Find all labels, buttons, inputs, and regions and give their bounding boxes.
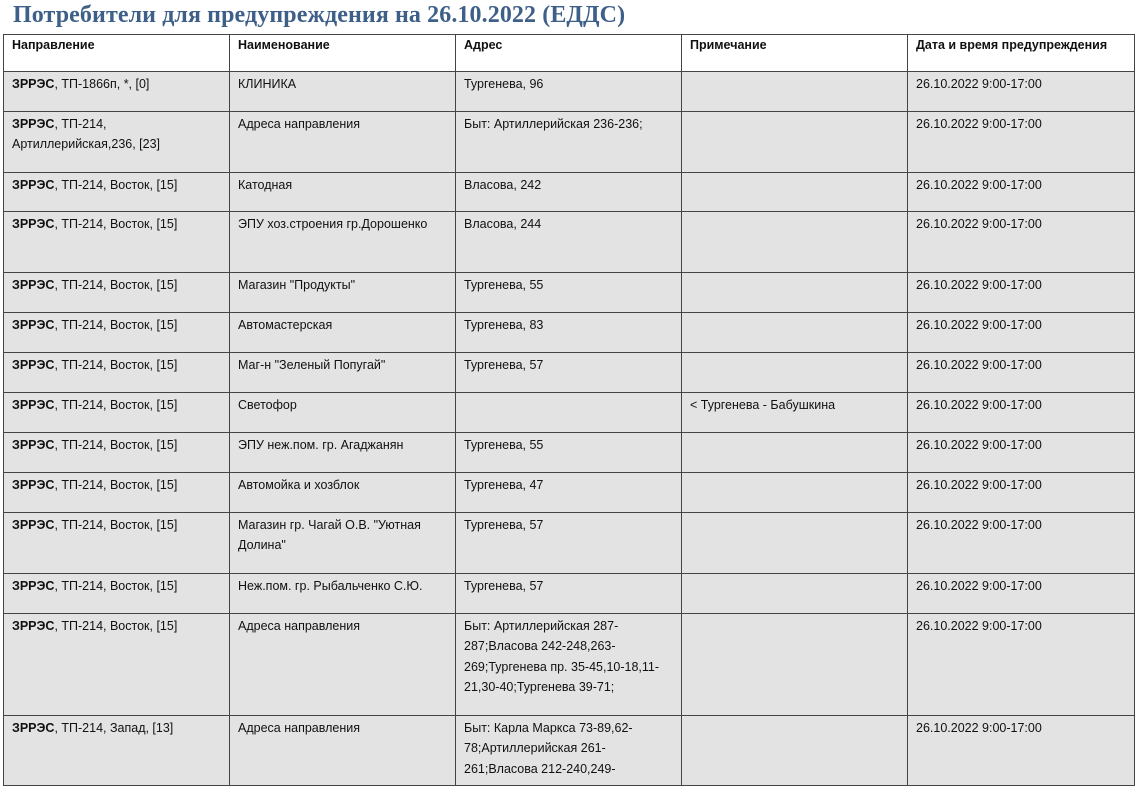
org-code: ЗРРЭС <box>12 318 55 332</box>
cell-datetime: 26.10.2022 9:00-17:00 <box>908 112 1135 173</box>
cell-note <box>682 353 908 393</box>
cell-name: Светофор <box>230 393 456 433</box>
cell-address: Тургенева, 83 <box>456 313 682 353</box>
cell-address: Быт: Артиллерийская 287-287;Власова 242-248,263-269;Тургенева пр. 35-45,10-18,11-21,30-40;Тургенева 39-71; <box>456 614 682 716</box>
cell-name: Маг-н "Зеленый Попугай" <box>230 353 456 393</box>
cell-direction <box>4 273 230 313</box>
cell-datetime: 26.10.2022 9:00-17:00 <box>908 513 1135 574</box>
cell-datetime: 26.10.2022 9:00-17:00 <box>908 393 1135 433</box>
cell-direction <box>4 393 230 433</box>
direction-text: , ТП-214, Восток, [15] <box>54 398 178 412</box>
cell-address: Быт: Артиллерийская 236-236; <box>456 112 682 173</box>
cell-name: ЭПУ хоз.строения гр.Дорошенко <box>230 212 456 273</box>
cell-address: Тургенева, 47 <box>456 473 682 513</box>
cell-note: < Тургенева - Бабушкина <box>682 393 908 433</box>
cell-address: Власова, 242 <box>456 173 682 212</box>
org-code: ЗРРЭС <box>12 278 55 292</box>
org-code: ЗРРЭС <box>12 721 55 735</box>
cell-direction <box>4 513 230 574</box>
table-row <box>4 173 1135 212</box>
cell-note <box>682 173 908 212</box>
cell-name: Автомастерская <box>230 313 456 353</box>
consumers-table <box>3 34 1135 786</box>
direction-text: , ТП-1866п, *, [0] <box>54 77 150 91</box>
table-row <box>4 716 1135 786</box>
cell-note <box>682 433 908 473</box>
table-row <box>4 393 1135 433</box>
cell-name: Магазин "Продукты" <box>230 273 456 313</box>
table-row <box>4 273 1135 313</box>
cell-direction <box>4 313 230 353</box>
cell-address: Быт: Карла Маркса 73-89,62-78;Артиллерийская 261-261;Власова 212-240,249- <box>456 716 682 786</box>
column-header-direction: Направление <box>4 35 230 72</box>
org-code: ЗРРЭС <box>12 579 55 593</box>
direction-text: , ТП-214, Восток, [15] <box>54 358 178 372</box>
cell-address: Тургенева, 96 <box>456 72 682 112</box>
cell-name: Адреса направления <box>230 716 456 786</box>
cell-name: КЛИНИКА <box>230 72 456 112</box>
cell-direction <box>4 173 230 212</box>
table-row <box>4 574 1135 614</box>
direction-text: , ТП-214, Восток, [15] <box>54 579 178 593</box>
cell-direction <box>4 716 230 786</box>
cell-note <box>682 72 908 112</box>
cell-datetime: 26.10.2022 9:00-17:00 <box>908 313 1135 353</box>
direction-text: , ТП-214, Артиллерийская,236, [23] <box>12 117 161 152</box>
cell-name: Катодная <box>230 173 456 212</box>
table-row <box>4 433 1135 473</box>
cell-direction <box>4 614 230 716</box>
cell-name: Адреса направления <box>230 614 456 716</box>
column-header-name: Наименование <box>230 35 456 72</box>
cell-datetime: 26.10.2022 9:00-17:00 <box>908 473 1135 513</box>
cell-direction <box>4 72 230 112</box>
org-code: ЗРРЭС <box>12 77 55 91</box>
cell-name: Неж.пом. гр. Рыбальченко С.Ю. <box>230 574 456 614</box>
page-title: Потребители для предупреждения на 26.10.2022 (ЕДДС) <box>13 2 626 28</box>
direction-text: , ТП-214, Восток, [15] <box>54 278 178 292</box>
cell-datetime: 26.10.2022 9:00-17:00 <box>908 353 1135 393</box>
cell-datetime: 26.10.2022 9:00-17:00 <box>908 72 1135 112</box>
cell-address: Тургенева, 57 <box>456 513 682 574</box>
cell-note <box>682 513 908 574</box>
direction-text: , ТП-214, Восток, [15] <box>54 518 178 532</box>
column-header-address: Адрес <box>456 35 682 72</box>
org-code: ЗРРЭС <box>12 217 55 231</box>
cell-note <box>682 473 908 513</box>
table-row <box>4 614 1135 716</box>
cell-direction <box>4 574 230 614</box>
cell-datetime: 26.10.2022 9:00-17:00 <box>908 173 1135 212</box>
cell-address <box>456 393 682 433</box>
direction-text: , ТП-214, Восток, [15] <box>54 478 178 492</box>
cell-datetime: 26.10.2022 9:00-17:00 <box>908 716 1135 786</box>
cell-note <box>682 273 908 313</box>
header-row <box>4 35 1135 72</box>
org-code: ЗРРЭС <box>12 619 55 633</box>
table-row <box>4 353 1135 393</box>
org-code: ЗРРЭС <box>12 518 55 532</box>
cell-note <box>682 574 908 614</box>
cell-address: Тургенева, 55 <box>456 433 682 473</box>
org-code: ЗРРЭС <box>12 178 55 192</box>
table-row <box>4 313 1135 353</box>
direction-text: , ТП-214, Восток, [15] <box>54 619 178 633</box>
org-code: ЗРРЭС <box>12 478 55 492</box>
direction-text: , ТП-214, Восток, [15] <box>54 178 178 192</box>
cell-direction <box>4 353 230 393</box>
table-row <box>4 473 1135 513</box>
cell-address: Тургенева, 57 <box>456 574 682 614</box>
direction-text: , ТП-214, Восток, [15] <box>54 438 178 452</box>
cell-note <box>682 716 908 786</box>
cell-datetime: 26.10.2022 9:00-17:00 <box>908 574 1135 614</box>
cell-note <box>682 112 908 173</box>
cell-address: Тургенева, 57 <box>456 353 682 393</box>
org-code: ЗРРЭС <box>12 398 55 412</box>
cell-datetime: 26.10.2022 9:00-17:00 <box>908 212 1135 273</box>
direction-text: , ТП-214, Восток, [15] <box>54 217 178 231</box>
org-code: ЗРРЭС <box>12 117 55 131</box>
cell-note <box>682 313 908 353</box>
cell-note <box>682 614 908 716</box>
cell-name: Адреса направления <box>230 112 456 173</box>
column-header-note: Примечание <box>682 35 908 72</box>
column-header-datetime: Дата и время предупреждения <box>908 35 1135 72</box>
cell-address: Власова, 244 <box>456 212 682 273</box>
cell-name: ЭПУ неж.пом. гр. Агаджанян <box>230 433 456 473</box>
cell-datetime: 26.10.2022 9:00-17:00 <box>908 614 1135 716</box>
cell-datetime: 26.10.2022 9:00-17:00 <box>908 273 1135 313</box>
org-code: ЗРРЭС <box>12 438 55 452</box>
cell-name: Автомойка и хозблок <box>230 473 456 513</box>
cell-direction <box>4 212 230 273</box>
table-body <box>4 72 1135 786</box>
cell-name: Магазин гр. Чагай О.В. "Уютная Долина" <box>230 513 456 574</box>
direction-text: , ТП-214, Восток, [15] <box>54 318 178 332</box>
direction-text: , ТП-214, Запад, [13] <box>54 721 174 735</box>
cell-direction <box>4 112 230 173</box>
cell-datetime: 26.10.2022 9:00-17:00 <box>908 433 1135 473</box>
table-row <box>4 513 1135 574</box>
cell-address: Тургенева, 55 <box>456 273 682 313</box>
table-row <box>4 112 1135 173</box>
cell-direction <box>4 433 230 473</box>
cell-note <box>682 212 908 273</box>
org-code: ЗРРЭС <box>12 358 55 372</box>
cell-direction <box>4 473 230 513</box>
table-row <box>4 72 1135 112</box>
table-row <box>4 212 1135 273</box>
